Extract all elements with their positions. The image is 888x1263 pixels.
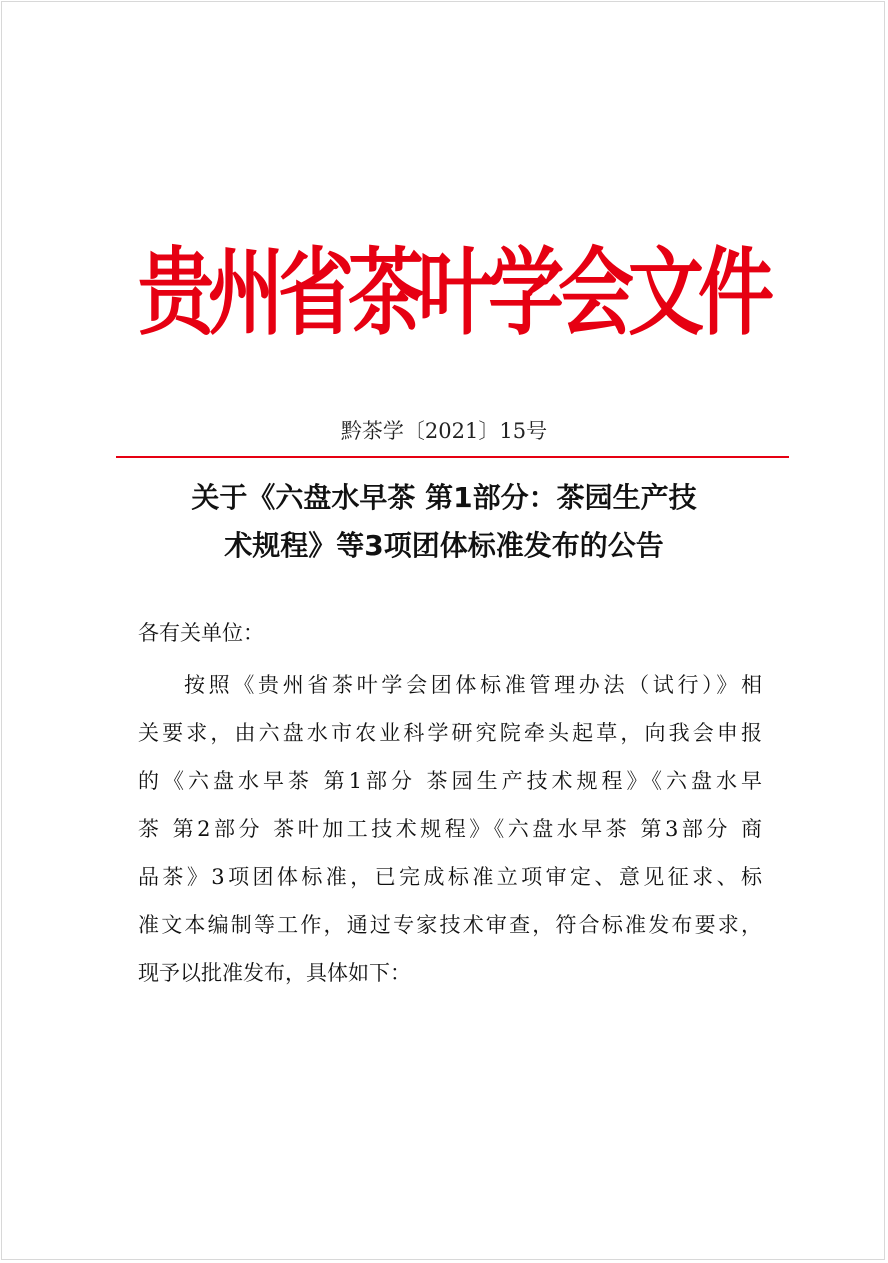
title-line: 关于《六盘水早茶 第1部分：茶园生产技 [191, 481, 697, 514]
masthead-title: 贵州省茶叶学会文件 [138, 236, 768, 348]
title-line: 术规程》等3项团体标准发布的公告 [224, 529, 664, 562]
body-line: 茶 第2部分 茶叶加工技术规程》《六盘水早茶 第3部分 商 [138, 817, 762, 841]
document-number: 黔茶学〔2021〕15号 [340, 419, 548, 443]
body-line: 按照《贵州省茶叶学会团体标准管理办法（试行）》相 [184, 673, 762, 697]
body-line: 准文本编制等工作，通过专家技术审查，符合标准发布要求， [138, 913, 762, 937]
document-title [120, 474, 768, 570]
body-line: 现予以批准发布，具体如下： [138, 961, 411, 985]
body-line: 品茶》3项团体标准，已完成标准立项审定、意见征求、标 [138, 865, 762, 889]
red-divider [116, 456, 789, 458]
body-paragraph [138, 661, 762, 997]
page-border [1, 1, 885, 1260]
body-line: 的《六盘水早茶 第1部分 茶园生产技术规程》《六盘水早 [138, 769, 762, 793]
salutation: 各有关单位： [138, 621, 264, 645]
body-line: 关要求，由六盘水市农业科学研究院牵头起草，向我会申报 [138, 721, 762, 745]
